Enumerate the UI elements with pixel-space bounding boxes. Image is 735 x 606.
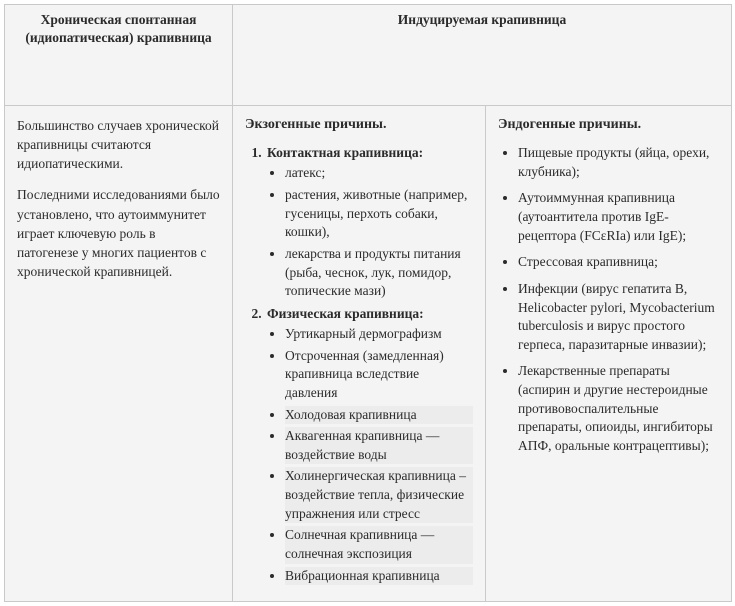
list-item: • Уртикарный дермографизм (285, 325, 473, 344)
group-label-physical: Физическая крапивница: (267, 305, 424, 321)
exogenous-group-physical (265, 305, 473, 585)
cell-endogenous-causes (486, 106, 732, 602)
paragraph-autoimmunity: Последними исследованиями было установлено, что аутоиммунитет играет ключевую роль в патогенезе у многих пациентов с хронической крапивницей. (17, 187, 220, 280)
list-item: • Инфекции (вирус гепатита В, Helicobacter pylori, Mycobacterium tuberculosis и вирус простого герпеса, паразитарные инвазии); (518, 280, 719, 355)
header-label-inducible: Индуцируемая крапивница (397, 12, 567, 27)
list-item: • Холинергическая крапивница – воздействие тепла, физические упражнения или стресс (285, 467, 473, 523)
list-item: • Холодовая крапивница (285, 406, 473, 425)
list-item: • растения, животные (например, гусеницы, перхоть собаки, кошки), (285, 186, 473, 242)
physical-items-list (267, 325, 473, 403)
header-cell-spontaneous (5, 5, 233, 106)
group-label-contact: Контактная крапивница: (267, 145, 424, 161)
list-item: • Отсроченная (замедленная) крапивница вследствие давления (285, 347, 473, 403)
list-item: • латекс; (285, 164, 473, 183)
header-label-spontaneous: Хроническая спонтанная (идиопатическая) крапивница (25, 12, 212, 46)
paragraph-idiopathic: Большинство случаев хронической крапивницы считаются идиопатическими. (17, 118, 220, 172)
cell-spontaneous-content (5, 106, 233, 602)
list-item: • лекарства и продукты питания (рыба, чеснок, лук, помидор, топические мази) (285, 245, 473, 301)
endogenous-items-list (498, 144, 719, 455)
table-header-row (5, 5, 732, 106)
list-item: • Лекарственные препараты (аспирин и другие нестероидные противовоспалительные препараты, опиоиды, ингибиторы АПФ, оральные контрацептивы); (518, 362, 719, 455)
exogenous-group-contact (265, 144, 473, 301)
list-item: • Вибрационная крапивница (285, 567, 473, 586)
exogenous-group-list (245, 144, 473, 585)
contact-items-list (267, 164, 473, 300)
cell-exogenous-causes (233, 106, 486, 602)
list-item: • Стрессовая крапивница; (518, 253, 719, 272)
physical-items-highlighted-list (267, 406, 473, 586)
list-item: • Пищевые продукты (яйца, орехи, клубника); (518, 144, 719, 181)
list-item: • Аутоиммунная крапивница (аутоантитела против IgE-рецептора (FCɛRIa) или IgE); (518, 189, 719, 245)
list-item: • Аквагенная крапивница — воздействие воды (285, 427, 473, 464)
list-item: • Солнечная крапивница — солнечная экспозиция (285, 526, 473, 563)
header-cell-inducible (233, 5, 732, 106)
table-body-row (5, 106, 732, 602)
title-endogenous: Эндогенные причины. (498, 117, 642, 132)
urticaria-causes-table (4, 4, 732, 602)
title-exogenous: Экзогенные причины. (245, 117, 387, 132)
